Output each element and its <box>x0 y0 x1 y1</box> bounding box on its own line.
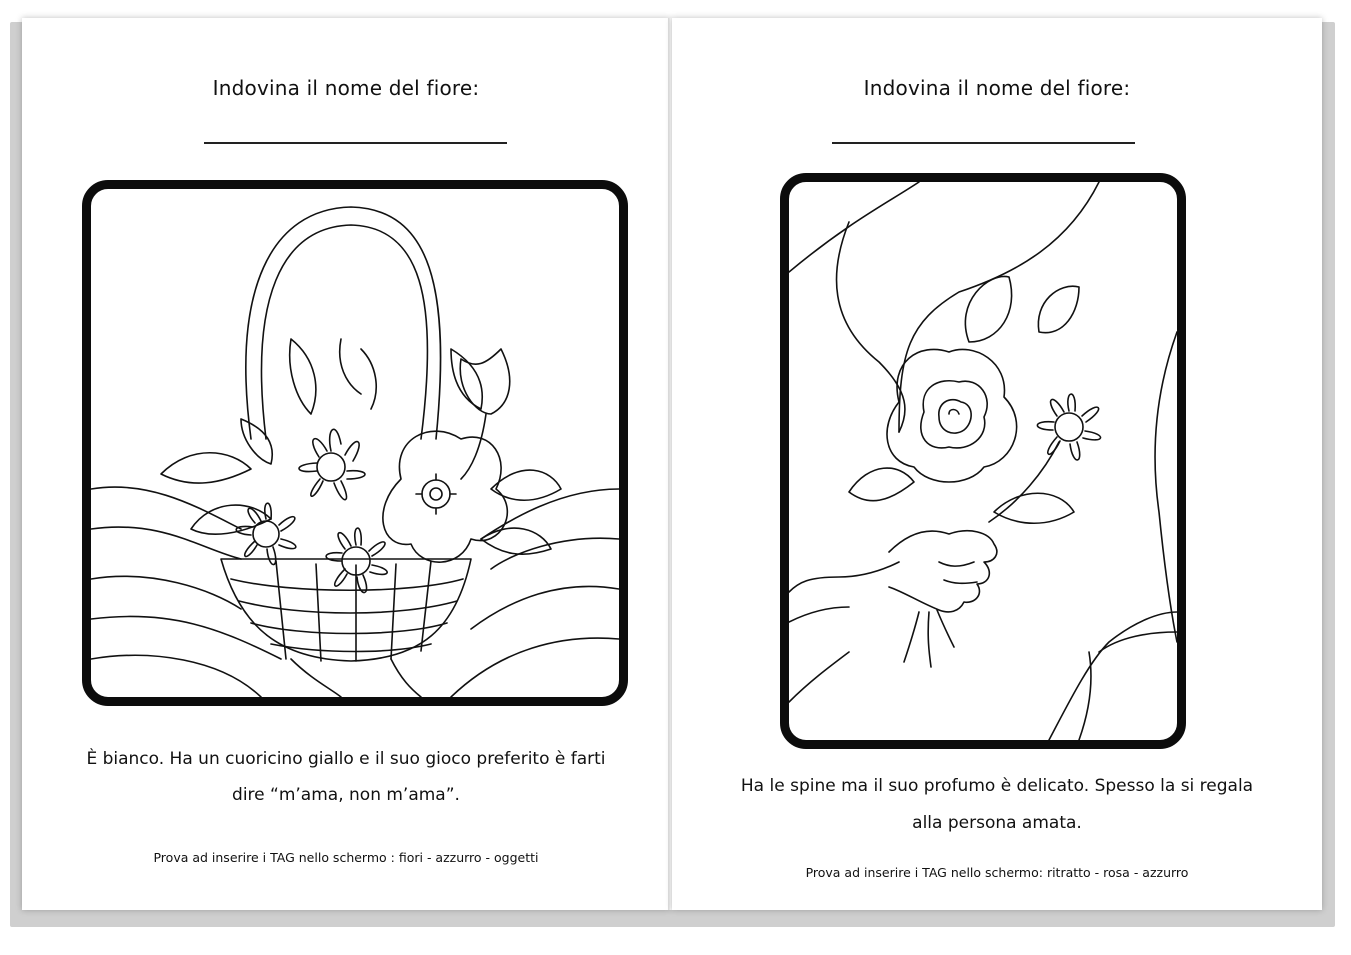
right-tags-hint: Prova ad inserire i TAG nello schermo: ritratto - rosa - azzurro <box>805 865 1189 880</box>
right-page-title: Indovina il nome del fiore: <box>863 76 1131 100</box>
left-page-title: Indovina il nome del fiore: <box>212 76 480 100</box>
left-clue-line-1: È bianco. Ha un cuoricino giallo e il suo gioco preferito è farti <box>86 749 606 769</box>
rose-bouquet-illustration <box>789 182 1177 740</box>
poppy-flower <box>383 431 507 562</box>
left-answer-line[interactable] <box>204 142 507 144</box>
right-coloring-frame <box>780 173 1186 749</box>
daisy-1 <box>299 429 365 499</box>
left-coloring-frame <box>82 180 628 706</box>
daisy-2 <box>236 503 296 564</box>
right-answer-line[interactable] <box>832 142 1135 144</box>
right-page <box>672 18 1322 910</box>
daisy-basket-illustration <box>91 189 619 697</box>
left-clue-line-2: dire “m’ama, non m’ama”. <box>232 785 460 805</box>
left-page <box>22 18 670 910</box>
right-clue-line-2: alla persona amata. <box>912 813 1082 833</box>
rose-flower <box>887 349 1017 482</box>
right-clue-line-1: Ha le spine ma il suo profumo è delicato. Spesso la si regala <box>740 776 1254 796</box>
left-tags-hint: Prova ad inserire i TAG nello schermo : fiori - azzurro - oggetti <box>153 850 539 865</box>
